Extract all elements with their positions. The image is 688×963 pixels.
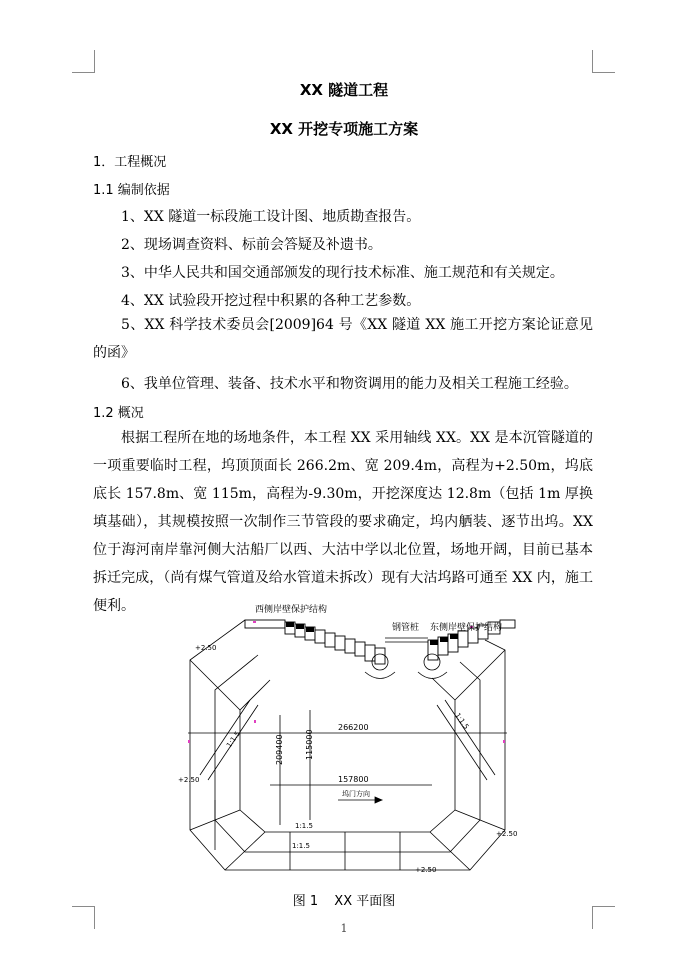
section-heading-1-1: 1.1 编制依据: [93, 183, 170, 198]
dim-width-top: 209400: [275, 734, 284, 765]
dim-width-bottom: 115000: [305, 729, 314, 760]
basis-item-1: 1、XX 隧道一标段施工设计图、地质勘查报告。: [121, 209, 421, 225]
label-west-wall: 西侧岸壁保护结构: [255, 605, 328, 615]
figure-caption: [0, 890, 688, 909]
dim-length-top: 266200: [338, 723, 369, 732]
overview-paragraph: 根据工程所在地的场地条件，本工程 XX 采用轴线 XX。XX 是本沉管隧道的一项重要临时工程，坞顶顶面长 266.2m、宽 209.4m，高程为+2.50m，坞底底长 157.8m、宽 115m，高程为-9.30m，开挖深度达 12.8m（包括 1m 厚换填基础），其规模按照一次制作三节管段的要求确定，坞内舾装、逐节出坞。XX 位于海河南岸靠河侧大沽船厂以西、大沽中学以北位置，场地开阔，目前已基本拆迁完成，（尚有煤气管道及给水管道未拆改）现有大沽坞路可通至 XX 内，施工便利。: [93, 430, 593, 614]
elevation-bottom: +2.50: [415, 866, 437, 874]
basis-item-6: 6、我单位管理、装备、技术水平和物资调用的能力及相关工程施工经验。: [121, 376, 578, 392]
elevation-left: +2.50: [178, 776, 200, 784]
basis-item-3: 3、中华人民共和国交通部颁发的现行技术标准、施工规范和有关规定。: [121, 265, 564, 281]
section-heading-1: 1．工程概况: [93, 155, 167, 170]
slope-label-c: 1:1.5: [295, 822, 313, 830]
dock-plan-drawing: [170, 600, 520, 885]
elevation-top: +2.50: [195, 644, 217, 652]
basis-item-5: 5、XX 科学技术委员会[2009]64 号《XX 隧道 XX 施工开挖方案论证意见的函》: [93, 317, 593, 361]
caption-text: XX 平面图: [334, 894, 396, 909]
crop-mark-top-right: [592, 50, 615, 73]
caption-number: 图 1: [292, 894, 319, 909]
slope-label-b: 1:1.5: [453, 711, 471, 731]
dim-length-bottom: 157800: [338, 775, 369, 784]
page-number: 1: [340, 922, 348, 935]
label-steel-pile: 钢管桩: [392, 623, 420, 633]
slope-label-d: 1:1.5: [292, 842, 310, 850]
basis-item-2: 2、现场调查资料、标前会答疑及补遗书。: [121, 237, 382, 253]
basis-item-4: 4、XX 试验段开挖过程中积累的各种工艺参数。: [121, 293, 421, 309]
flow-direction-label: 坞门方向: [342, 790, 370, 798]
crop-mark-top-left: [72, 50, 95, 73]
document-subtitle: XX 开挖专项施工方案: [269, 120, 419, 138]
section-heading-1-2: 1.2 概况: [93, 406, 144, 421]
label-east-wall: 东侧岸壁保护结构: [430, 623, 503, 633]
slope-label-a: 1:1.5: [225, 729, 242, 750]
document-title: XX 隧道工程: [299, 81, 389, 99]
elevation-right: +2.50: [496, 830, 518, 838]
